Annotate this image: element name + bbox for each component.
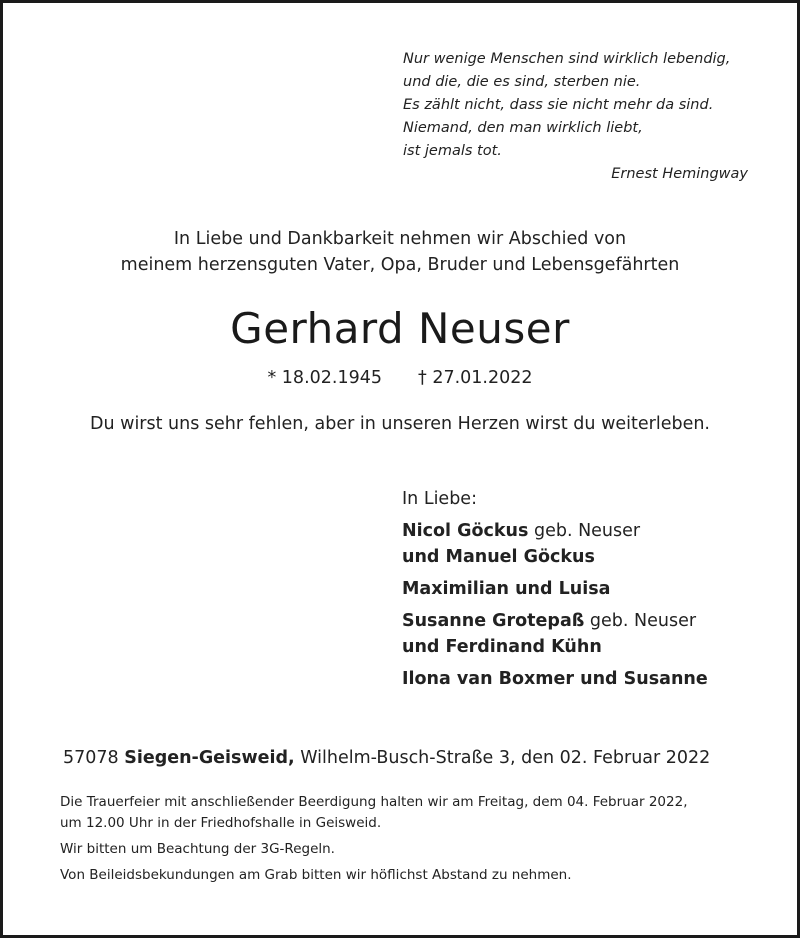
mourner-name: Maximilian und Luisa: [402, 579, 611, 599]
city: Siegen-Geisweid,: [124, 748, 295, 768]
quote-line: ist jemals tot.: [403, 143, 502, 159]
funeral-info-line-2: um 12.00 Uhr in der Friedhofshalle in Geisweid.: [60, 815, 382, 831]
place-and-date: [63, 748, 710, 768]
mourner-partner: und Manuel Göckus: [402, 547, 595, 567]
mourner-group: [402, 608, 782, 660]
mourner-group: [402, 518, 782, 570]
deceased-name: Gerhard Neuser: [230, 304, 570, 353]
funeral-info-line-1: Die Trauerfeier mit anschließender Beerdigung halten wir am Freitag, dem 04. Februar 2022,: [60, 794, 688, 810]
mourner-group: [402, 666, 782, 692]
mourner-suffix: geb. Neuser: [528, 521, 641, 541]
quote-line: Niemand, den man wirklich liebt,: [403, 120, 643, 136]
mourner-partner: und Ferdinand Kühn: [402, 637, 602, 657]
hemingway-quote: [403, 48, 748, 186]
mourner-name: Susanne Grotepaß: [402, 611, 585, 631]
mourner-group: [402, 576, 782, 602]
3g-note: Wir bitten um Beachtung der 3G-Regeln.: [60, 841, 335, 857]
mourners-heading: In Liebe:: [402, 489, 477, 509]
birth-date: * 18.02.1945: [267, 368, 382, 388]
intro-line-2: meinem herzensguten Vater, Opa, Bruder und Lebensgefährten: [120, 255, 680, 275]
address-date: Wilhelm-Busch-Straße 3, den 02. Februar 2022: [294, 748, 711, 768]
death-date: † 27.01.2022: [418, 368, 533, 388]
mourner-name: Ilona van Boxmer und Susanne: [402, 669, 708, 689]
condolence-note: Von Beileidsbekundungen am Grab bitten wir höflichst Abstand zu nehmen.: [60, 867, 572, 883]
mourners-list: [402, 486, 782, 698]
zip-code: 57078: [63, 748, 125, 768]
life-dates: [0, 368, 800, 388]
quote-line: Nur wenige Menschen sind wirklich lebendig,: [403, 51, 731, 67]
intro-text: [0, 226, 800, 278]
funeral-info: [60, 792, 760, 834]
mourner-suffix: geb. Neuser: [584, 611, 697, 631]
intro-line-1: In Liebe und Dankbarkeit nehmen wir Abschied von: [173, 229, 627, 249]
quote-line: Es zählt nicht, dass sie nicht mehr da sind.: [403, 97, 714, 113]
quote-author: Ernest Hemingway: [611, 166, 748, 182]
mourner-name: Nicol Göckus: [402, 521, 529, 541]
funeral-notes: [60, 792, 760, 891]
quote-line: und die, die es sind, sterben nie.: [403, 74, 641, 90]
tagline: Du wirst uns sehr fehlen, aber in unseren Herzen wirst du weiterleben.: [90, 414, 710, 434]
